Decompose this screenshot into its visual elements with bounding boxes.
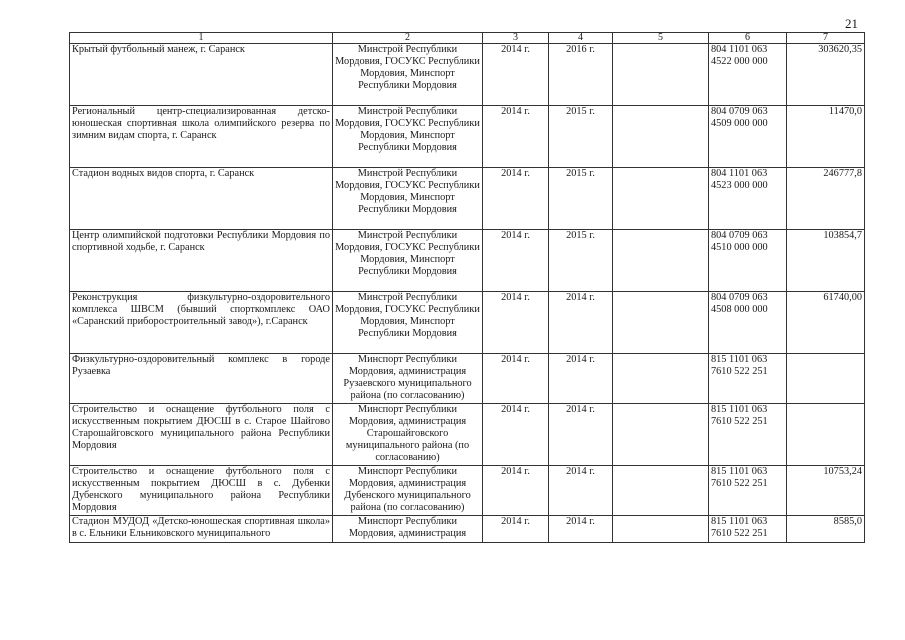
col5-cell	[613, 516, 709, 543]
amount: 303620,35	[787, 44, 865, 106]
table-row	[70, 106, 865, 168]
start-year: 2014 г.	[483, 292, 549, 354]
header-col-5: 5	[613, 33, 709, 44]
responsible-org: Минстрой Республики Мордовия, ГОСУКС Республики Мордовия, Минспорт Республики Мордовия	[333, 168, 483, 230]
budget-code	[709, 106, 787, 168]
table-row	[70, 168, 865, 230]
col5-cell	[613, 168, 709, 230]
col5-cell	[613, 354, 709, 404]
budget-code-line2: 4523 000 000	[711, 180, 768, 191]
header-row	[70, 33, 865, 44]
col5-cell	[613, 106, 709, 168]
budget-code	[709, 354, 787, 404]
start-year: 2014 г.	[483, 404, 549, 466]
amount	[787, 354, 865, 404]
start-year: 2014 г.	[483, 106, 549, 168]
budget-code	[709, 230, 787, 292]
object-name: Региональный центр-специализированная детско-юношеская спортивная школа олимпийского резерва по зимним видам спорта, г. Саранск	[70, 106, 333, 168]
table-row	[70, 44, 865, 106]
col5-cell	[613, 230, 709, 292]
budget-code-line2: 4509 000 000	[711, 118, 768, 129]
start-year: 2014 г.	[483, 516, 549, 543]
end-year: 2015 г.	[549, 230, 613, 292]
amount: 61740,00	[787, 292, 865, 354]
program-table	[69, 32, 865, 543]
object-name: Крытый футбольный манеж, г. Саранск	[70, 44, 333, 106]
start-year: 2014 г.	[483, 230, 549, 292]
responsible-org: Минспорт Республики Мордовия, администрация Дубенского муниципального района (по согласованию)	[333, 466, 483, 516]
object-name: Центр олимпийской подготовки Республики Мордовия по спортивной ходьбе, г. Саранск	[70, 230, 333, 292]
start-year: 2014 г.	[483, 168, 549, 230]
budget-code-line1: 815 1101 063	[711, 404, 768, 415]
amount: 11470,0	[787, 106, 865, 168]
responsible-org: Минстрой Республики Мордовия, ГОСУКС Республики Мордовия, Минспорт Республики Мордовия	[333, 292, 483, 354]
budget-code-line1: 804 1101 063	[711, 168, 768, 179]
responsible-org: Минстрой Республики Мордовия, ГОСУКС Республики Мордовия, Минспорт Республики Мордовия	[333, 106, 483, 168]
header-col-2: 2	[333, 33, 483, 44]
header-col-4: 4	[549, 33, 613, 44]
end-year: 2014 г.	[549, 466, 613, 516]
responsible-org: Минспорт Республики Мордовия, администрация Рузаевского муниципального района (по согласованию)	[333, 354, 483, 404]
start-year: 2014 г.	[483, 354, 549, 404]
object-name: Реконструкция физкультурно-оздоровительного комплекса ШВСМ (бывший спорткомплекс ОАО «Саранский приборостроительный завод»), г.Саранск	[70, 292, 333, 354]
budget-code-line2: 4510 000 000	[711, 242, 768, 253]
budget-code-line2: 7610 522 251	[711, 528, 768, 539]
end-year: 2016 г.	[549, 44, 613, 106]
end-year: 2015 г.	[549, 106, 613, 168]
budget-code	[709, 466, 787, 516]
responsible-org: Минспорт Республики Мордовия, администрация Старошайговского муниципального района (по согласованию)	[333, 404, 483, 466]
end-year: 2014 г.	[549, 404, 613, 466]
amount: 246777,8	[787, 168, 865, 230]
budget-code-line2: 7610 522 251	[711, 416, 768, 427]
table-row	[70, 354, 865, 404]
header-col-1: 1	[70, 33, 333, 44]
end-year: 2014 г.	[549, 516, 613, 543]
budget-code-line1: 804 0709 063	[711, 292, 768, 303]
table-row	[70, 292, 865, 354]
end-year: 2014 г.	[549, 292, 613, 354]
budget-code-line2: 4522 000 000	[711, 56, 768, 67]
col5-cell	[613, 292, 709, 354]
budget-code	[709, 516, 787, 543]
budget-code-line2: 7610 522 251	[711, 478, 768, 489]
budget-code-line2: 7610 522 251	[711, 366, 768, 377]
table-row	[70, 404, 865, 466]
col5-cell	[613, 44, 709, 106]
header-col-6: 6	[709, 33, 787, 44]
budget-code-line2: 4508 000 000	[711, 304, 768, 315]
header-col-7: 7	[787, 33, 865, 44]
amount	[787, 404, 865, 466]
table-row	[70, 516, 865, 543]
header-col-3: 3	[483, 33, 549, 44]
start-year: 2014 г.	[483, 44, 549, 106]
object-name: Строительство и оснащение футбольного поля с искусственным покрытием ДЮСШ в с. Старое Шайгово Старошайговского муниципального района Республики Мордовия	[70, 404, 333, 466]
object-name: Стадион МУДОД «Детско-юношеская спортивная школа» в с. Ельники Ельниковского муниципального	[70, 516, 333, 543]
budget-code-line1: 815 1101 063	[711, 516, 768, 527]
table-row	[70, 466, 865, 516]
amount: 8585,0	[787, 516, 865, 543]
end-year: 2014 г.	[549, 354, 613, 404]
budget-code-line1: 804 0709 063	[711, 230, 768, 241]
budget-code-line1: 815 1101 063	[711, 354, 768, 365]
budget-code-line1: 804 1101 063	[711, 44, 768, 55]
budget-code	[709, 404, 787, 466]
object-name: Физкультурно-оздоровительный комплекс в городе Рузаевка	[70, 354, 333, 404]
col5-cell	[613, 466, 709, 516]
amount: 103854,7	[787, 230, 865, 292]
object-name: Стадион водных видов спорта, г. Саранск	[70, 168, 333, 230]
budget-code-line1: 804 0709 063	[711, 106, 768, 117]
budget-code	[709, 292, 787, 354]
responsible-org: Минстрой Республики Мордовия, ГОСУКС Республики Мордовия, Минспорт Республики Мордовия	[333, 44, 483, 106]
budget-code	[709, 44, 787, 106]
col5-cell	[613, 404, 709, 466]
object-name: Строительство и оснащение футбольного поля с искусственным покрытием ДЮСШ в с. Дубенки Дубенского муниципального района Республики Мордовия	[70, 466, 333, 516]
responsible-org: Минспорт Республики Мордовия, администрация	[333, 516, 483, 543]
budget-code	[709, 168, 787, 230]
start-year: 2014 г.	[483, 466, 549, 516]
table-row	[70, 230, 865, 292]
budget-code-line1: 815 1101 063	[711, 466, 768, 477]
page-number: 21	[845, 16, 858, 31]
amount: 10753,24	[787, 466, 865, 516]
responsible-org: Минстрой Республики Мордовия, ГОСУКС Республики Мордовия, Минспорт Республики Мордовия	[333, 230, 483, 292]
end-year: 2015 г.	[549, 168, 613, 230]
